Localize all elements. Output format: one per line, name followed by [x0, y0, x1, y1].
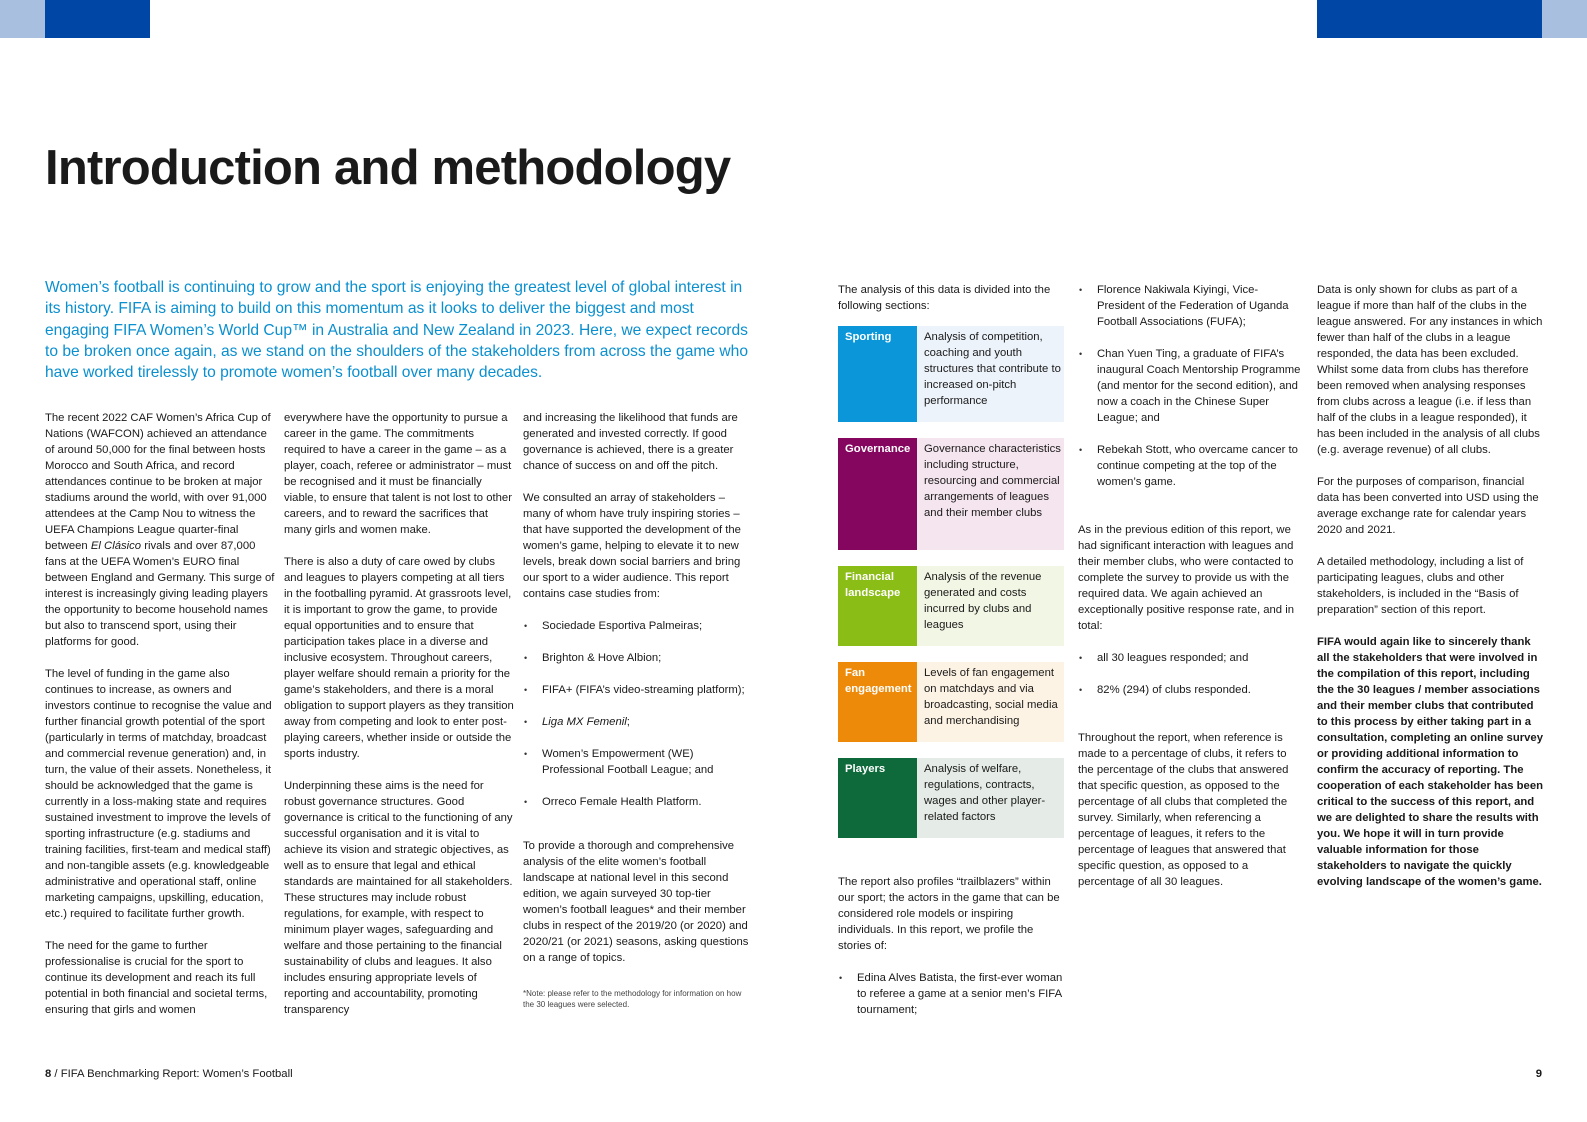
top-bar-right-light — [1542, 0, 1587, 38]
trailblazers-list-a — [838, 970, 1064, 1018]
list-item: • Women’s Empowerment (WE) Professional Football League; and — [523, 746, 753, 778]
trailblazers-intro-column — [838, 874, 1064, 1034]
col5-paragraph-2: Throughout the report, when reference is made to a percentage of clubs, it refers to the percentage of the clubs that answered that specific question, as opposed to the percentage of all clubs that completed the survey. Similarly, when referencing a percentage of leagues, it refers to the percentage of leagues that answered that specific question, as opposed to a percentage of all 30 leagues. — [1078, 732, 1289, 888]
list-item: • Brighton & Hove Albion; — [523, 650, 753, 666]
page-number-right: 9 — [1535, 1068, 1542, 1080]
section-label: Sporting — [838, 326, 917, 422]
col6-paragraph-2: For the purposes of comparison, financial data has been converted into USD using the average exchange rate for calendar years 2020 and 2021. — [1317, 476, 1539, 536]
col1-paragraph-1: The recent 2022 CAF Women’s Africa Cup of Nations (WAFCON) achieved an attendance of around 50,000 for the final between hosts Morocco and South Africa, and record attendances continue to be broken at major stadiums around the world, with over 91,000 attendees at the Camp Nou to witness the UEFA Champions League quarter-final between El Clásico rivals and over 87,000 fans at the UEFA Women’s EURO final between England and Germany. This surge of interest is increasingly giving leading players the opportunity to become household names but also to transcend sport, using their platforms for good. — [45, 412, 275, 648]
list-item: • Sociedade Esportiva Palmeiras; — [523, 618, 753, 634]
list-item: • 82% (294) of clubs responded. — [1078, 682, 1304, 698]
col3-paragraph-2: We consulted an array of stakeholders – many of whom have truly inspiring stories – that have supported the development of the women’s game, helping to elevate it to new levels, break down social barriers and bring our sport to a wider audience. This report contains case studies from: — [523, 492, 741, 600]
section-financial-landscape — [838, 566, 1064, 646]
text-column-2 — [284, 410, 514, 1034]
section-label: Fan engagement — [838, 662, 917, 742]
trailblazers-paragraph: The report also profiles “trailblazers” within our sport; the actors in the game that can be considered role models or inspiring individuals. In this report, we profile the stories of: — [838, 876, 1060, 952]
col2-paragraph-2: There is also a duty of care owed by clubs and leagues to players competing at all tiers in the footballing pyramid. At grassroots level, it is important to grow the game, to provide equal opportunities and to ensure that participation takes place in a diverse and inclusive ecosystem. Throughout careers, player welfare should remain a priority for the game’s stakeholders, and there is a moral obligation to support players as they transition away from competing and look to enter post-playing careers, whether inside or outside the sports industry. — [284, 556, 514, 760]
col1-paragraph-3: The need for the game to further professionalise is crucial for the sport to continue its development and reach its full potential in both financial and societal terms, ensuring that girls and women — [45, 940, 268, 1016]
section-fan-engagement — [838, 662, 1064, 742]
response-list — [1078, 650, 1304, 698]
list-item: • Florence Nakiwala Kiyingi, Vice-President of the Federation of Uganda Football Associations (FUFA); — [1078, 282, 1304, 330]
section-description: Analysis of welfare, regulations, contracts, wages and other player-related factors — [917, 758, 1064, 838]
el-clasico-term: El Clásico — [90, 540, 142, 552]
analysis-sections — [838, 326, 1064, 854]
top-bar-left-dark — [45, 0, 150, 38]
case-study-list — [523, 618, 753, 810]
page-title: Introduction and methodology — [45, 141, 731, 195]
footer-left — [45, 1068, 293, 1080]
list-item: • FIFA+ (FIFA’s video-streaming platform); — [523, 682, 753, 698]
sections-intro: The analysis of this data is divided into the following sections: — [838, 284, 1051, 312]
list-item: • Liga MX Femenil; — [523, 714, 753, 730]
section-description: Levels of fan engagement on matchdays and via broadcasting, social media and merchandising — [917, 662, 1064, 742]
text-column-1 — [45, 410, 275, 1034]
col3-paragraph-1: and increasing the likelihood that funds are generated and invested correctly. If good governance is achieved, there is a greater chance of success on and off the pitch. — [523, 412, 738, 472]
col2-paragraph-3: Underpinning these aims is the need for robust governance structures. Good governance is critical to the functioning of any successful organisation and it is vital to achieve its vision and strategic objectives, as well as to ensure that legal and ethical standards are maintained for all stakeholders. These structures may include robust regulations, for example, with respect to minimum player wages, safeguarding and welfare and those pertaining to the financial sustainability of clubs and leagues. It also includes ensuring appropriate levels of reporting and accountability, promoting transparency — [284, 780, 513, 1016]
section-players — [838, 758, 1064, 838]
intro-paragraph: Women’s football is continuing to grow and the sport is enjoying the greatest level of global interest in its history. FIFA is aiming to build on this momentum as it looks to deliver the biggest and most engaging FIFA Women’s World Cup™ in Australia and New Zealand in 2023. Here, we expect records to be broken once again, as we stand on the shoulders of the stakeholders from across the game who have worked tirelessly to promote women’s football over many decades. — [45, 279, 749, 382]
col5-paragraph-1: As in the previous edition of this report, we had significant interaction with leagues and their member clubs, who were contacted to complete the survey to provide us with the required data. We again achieved an exceptionally positive response rate, and in total: — [1078, 524, 1295, 632]
text-column-3 — [523, 410, 753, 1026]
section-sporting — [838, 326, 1064, 422]
section-description: Analysis of competition, coaching and youth structures that contribute to increased on-pitch performance — [917, 326, 1064, 422]
list-item: • Edina Alves Batista, the first-ever woman to referee a game at a senior men’s FIFA tournament; — [838, 970, 1064, 1018]
section-label: Players — [838, 758, 917, 838]
footer-report-title: / FIFA Benchmarking Report: Women’s Football — [51, 1068, 293, 1080]
page-number-left: 8 — [45, 1068, 52, 1080]
top-bar-right-dark — [1317, 0, 1542, 38]
text-column-6 — [1317, 282, 1543, 906]
section-governance — [838, 438, 1064, 550]
list-item: • all 30 leagues responded; and — [1078, 650, 1304, 666]
top-bar-left-light — [0, 0, 45, 38]
section-label: Governance — [838, 438, 917, 550]
col6-paragraph-3: A detailed methodology, including a list of participating leagues, clubs and other stakeholders, is included in the “Basis of preparation” section of this report. — [1317, 556, 1524, 616]
col1-paragraph-2: The level of funding in the game also continues to increase, as owners and investors continue to recognise the value and further financial growth potential of the sport (particularly in terms of matchday, broadcast and commercial revenue generation) and, in turn, the value of their assets. Nonetheless, it should be acknowledged that the game is currently in a loss-making state and requires sustained investment to improve the levels of sporting infrastructure (e.g. stadiums and training facilities, first-team and medical staff) and non-tangible assets (e.g. knowledgeable administrative and operational staff, online marketing campaigns, upskilling, education, etc.) required to facilitate further growth. — [45, 668, 272, 920]
col2-paragraph-1: everywhere have the opportunity to pursue a career in the game. The commitments required to have a career in the game – as a player, coach, referee or administrator – must be recognised and it must be financially viable, to ensure that talent is not lost to other careers, and to reward the sacrifices that many girls and women make. — [284, 412, 512, 536]
trailblazers-list-b — [1078, 282, 1304, 490]
col6-paragraph-1: Data is only shown for clubs as part of a league if more than half of the clubs in the league answered. For any instances in which fewer than half of the clubs in a league responded, the data has been excluded. Whilst some data from clubs has therefore been removed when analysing responses from clubs across a league (i.e. if less than half of the clubs in a league responded), it has been included in the analysis of all clubs (e.g. average revenue) of all clubs. — [1317, 284, 1543, 456]
section-label: Financial landscape — [838, 566, 917, 646]
col3-paragraph-3: To provide a thorough and comprehensive analysis of the elite women’s football landscape at national level in this second edition, we again surveyed 30 top-tier women’s football leagues* and their member clubs in respect of the 2019/20 (or 2020) and 2020/21 (or 2021) seasons, asking questions on a range of topics. — [523, 840, 749, 964]
list-item: • Chan Yuen Ting, a graduate of FIFA’s inaugural Coach Mentorship Programme (and mentor for the second edition), and now a coach in the Chinese Super League; and — [1078, 346, 1304, 426]
list-item: • Rebekah Stott, who overcame cancer to continue competing at the top of the women’s game. — [1078, 442, 1304, 490]
section-description: Governance characteristics including structure, resourcing and commercial arrangements of leagues and their member clubs — [917, 438, 1064, 550]
section-description: Analysis of the revenue generated and costs incurred by clubs and leagues — [917, 566, 1064, 646]
list-item: • Orreco Female Health Platform. — [523, 794, 753, 810]
acknowledgement-paragraph: FIFA would again like to sincerely thank all the stakeholders that were involved in the compilation of this report, including the the 30 leagues / member associations and their member clubs that contributed to this process by either taking part in a consultation, completing an online survey or providing additional information to confirm the accuracy of reporting. The cooperation of each stakeholder has been critical to the success of this report, and we are delighted to share the results with you. We hope it will in turn provide valuable information for those stakeholders to navigate the quickly evolving landscape of the women’s game. — [1317, 636, 1543, 888]
text-column-5 — [1078, 282, 1304, 906]
methodology-footnote: *Note: please refer to the methodology for information on how the 30 leagues were selected. — [523, 989, 742, 1009]
text-column-4 — [838, 282, 1064, 330]
